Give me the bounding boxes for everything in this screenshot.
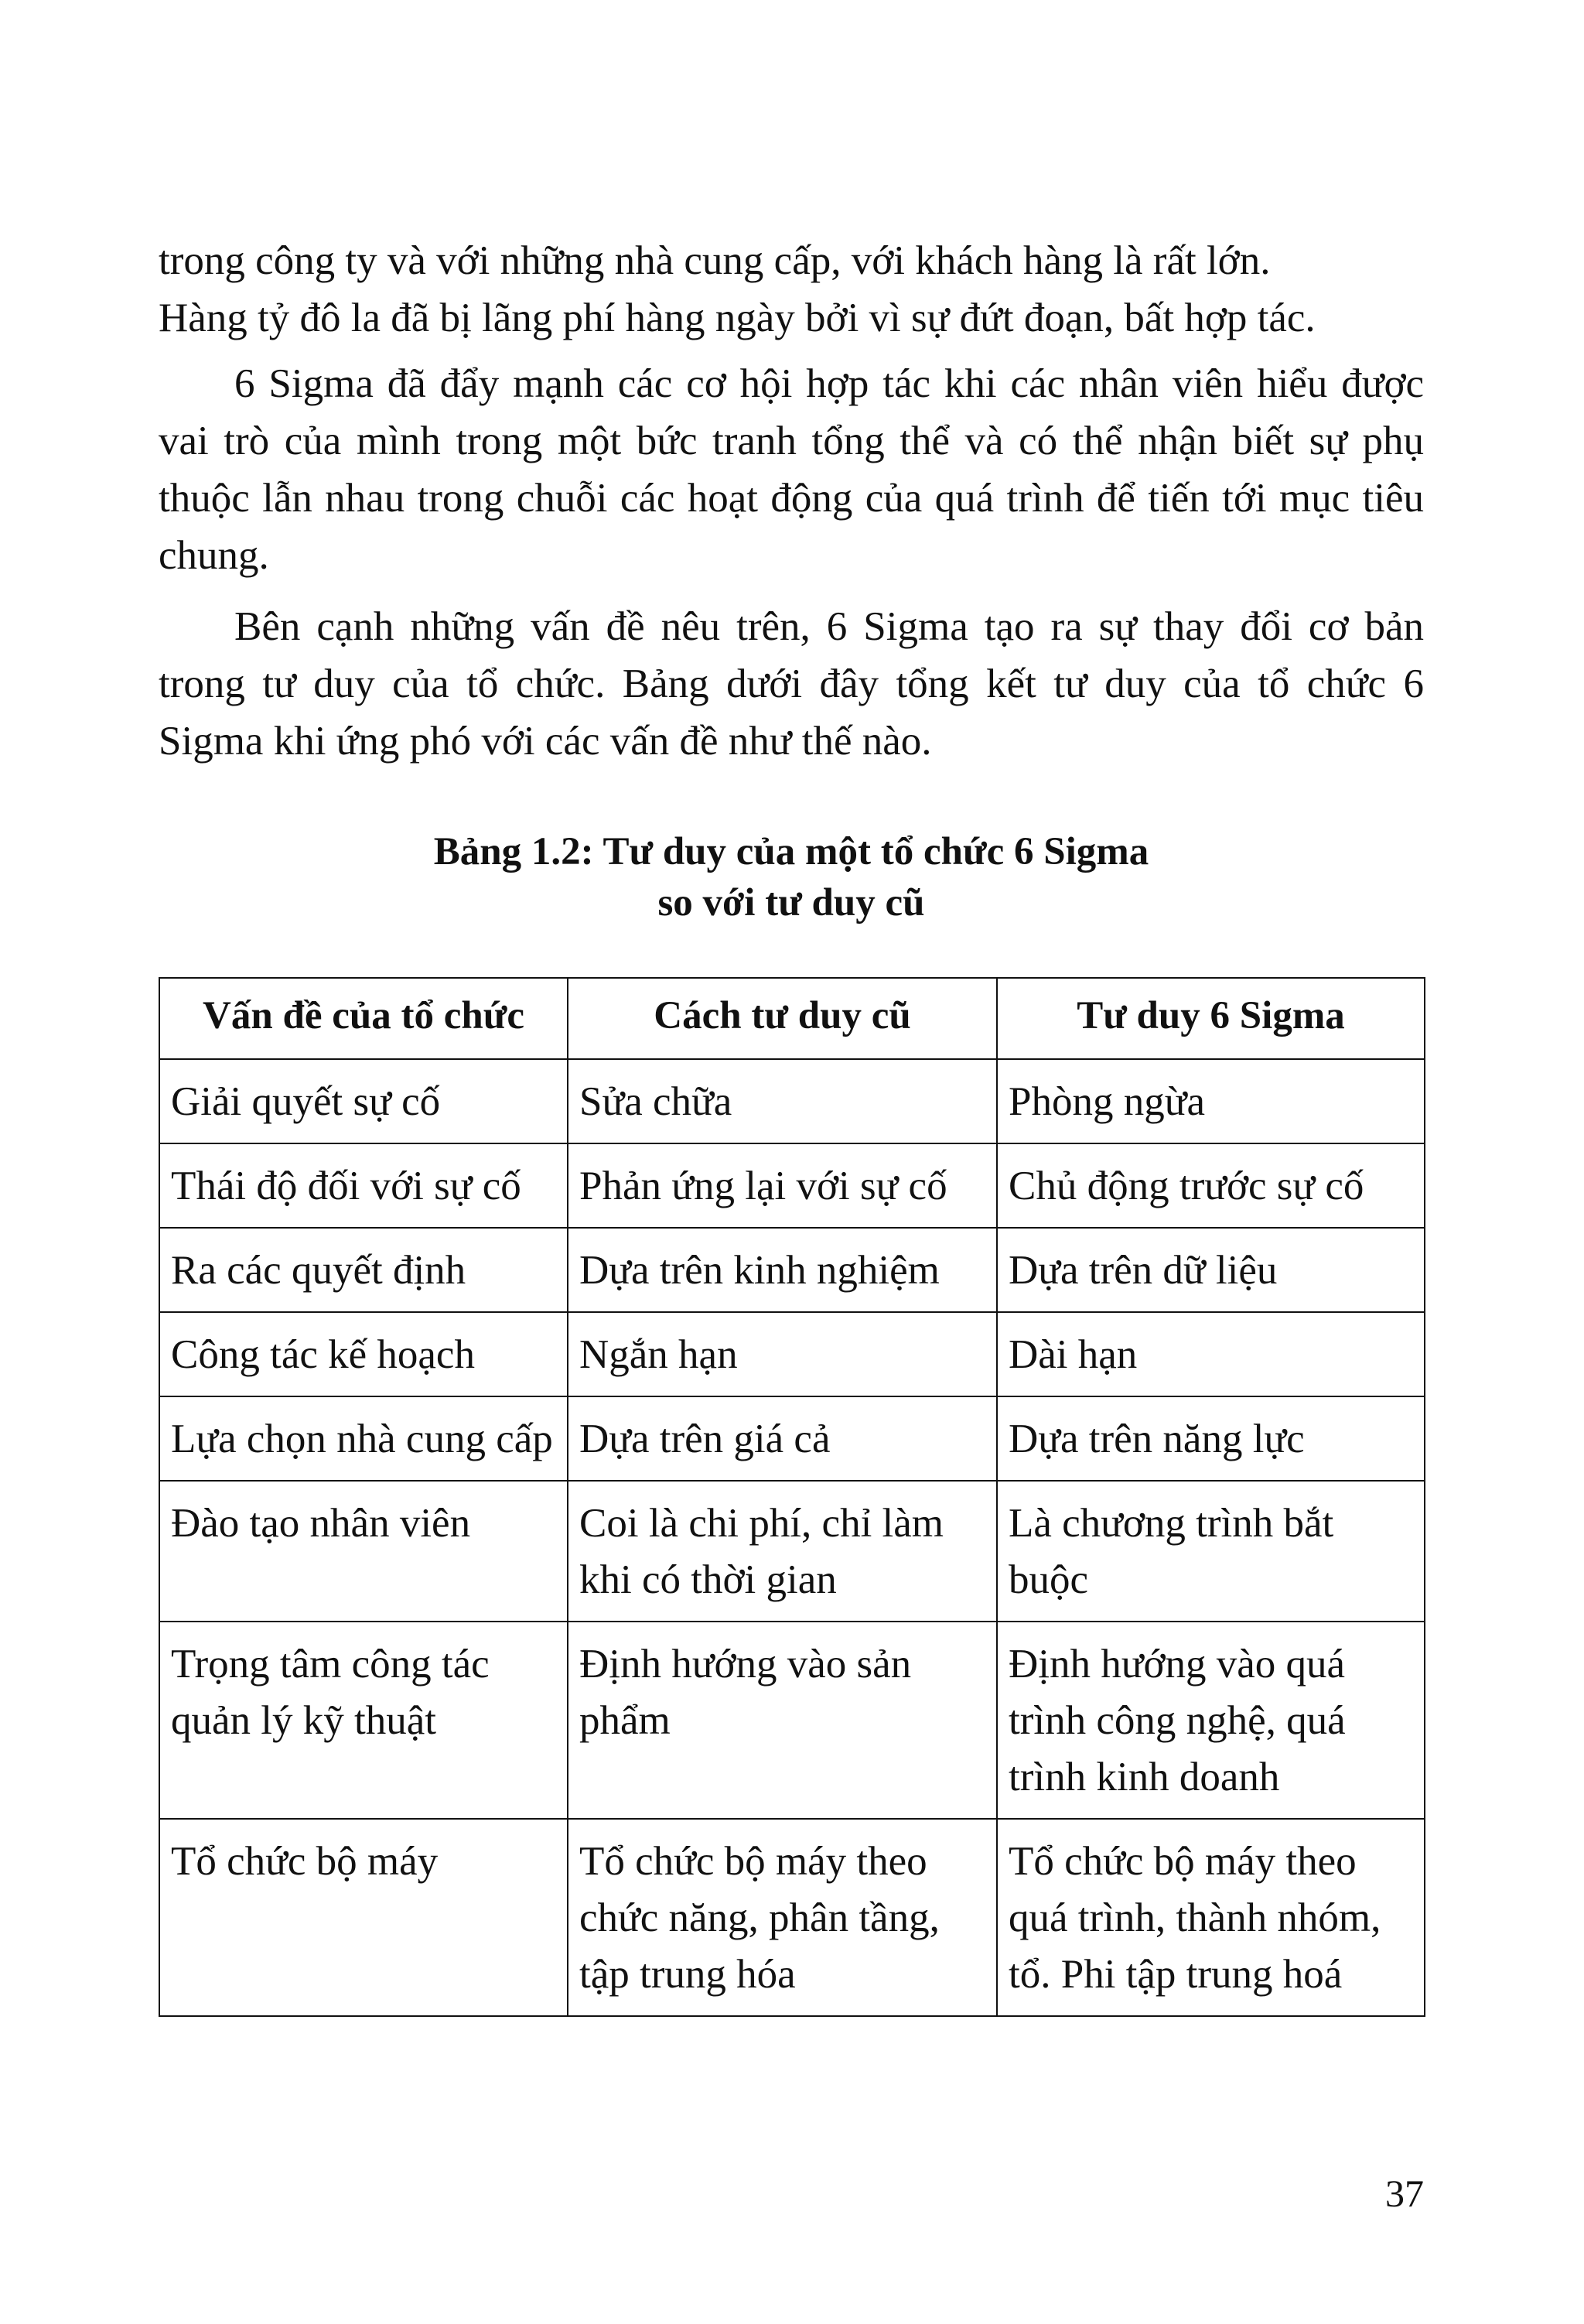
table-cell: Dựa trên giá cả xyxy=(568,1396,997,1481)
table-cell: Công tác kế hoạch xyxy=(159,1312,568,1396)
table-row xyxy=(159,1819,1425,2016)
table-caption-line: so với tư duy cũ xyxy=(657,881,925,924)
table-cell: Thái độ đối với sự cố xyxy=(159,1143,568,1228)
table-cell: Ra các quyết định xyxy=(159,1228,568,1312)
table-row xyxy=(159,1312,1425,1396)
table-header-row xyxy=(159,978,1425,1059)
table-cell: Tổ chức bộ máy xyxy=(159,1819,568,2016)
page-number: 37 xyxy=(1385,2172,1424,2215)
table-cell: Sửa chữa xyxy=(568,1059,997,1143)
header-cell-old-thinking: Cách tư duy cũ xyxy=(568,978,997,1059)
table-cell: Ngắn hạn xyxy=(568,1312,997,1396)
table-cell: Phòng ngừa xyxy=(997,1059,1425,1143)
paragraph-mindset-change: Bên cạnh những vấn đề nêu trên, 6 Sigma tạo ra sự thay đổi cơ bản trong tư duy của tổ chức. Bảng dưới đây tổng kết tư duy của tổ chức 6 Sigma khi ứng phó với các vấn đề như thế nào. xyxy=(159,604,1424,764)
table-cell: Dựa trên dữ liệu xyxy=(997,1228,1425,1312)
table-cell: Dựa trên kinh nghiệm xyxy=(568,1228,997,1312)
table-row xyxy=(159,1143,1425,1228)
paragraph-line: trong công ty và với những nhà cung cấp, với khách hàng là rất lớn. xyxy=(159,238,1271,283)
table-row xyxy=(159,1622,1425,1819)
table-cell: Định hướng vào sản phẩm xyxy=(568,1622,997,1819)
table-cell: Tổ chức bộ máy theo chức năng, phân tầng, tập trung hóa xyxy=(568,1819,997,2016)
table-row xyxy=(159,1481,1425,1622)
table-row xyxy=(159,1228,1425,1312)
table-cell: Lựa chọn nhà cung cấp xyxy=(159,1396,568,1481)
paragraph-collaboration: 6 Sigma đã đẩy mạnh các cơ hội hợp tác khi các nhân viên hiểu được vai trò của mình trong một bức tranh tổng thể và có thể nhận biết sự phụ thuộc lẫn nhau trong chuỗi các hoạt động của quá trình để tiến tới mục tiêu chung. xyxy=(159,361,1424,578)
table-cell: Là chương trình bắt buộc xyxy=(997,1481,1425,1622)
table-cell: Dựa trên năng lực xyxy=(997,1396,1425,1481)
table-cell: Dài hạn xyxy=(997,1312,1425,1396)
table-caption-line: Bảng 1.2: Tư duy của một tổ chức 6 Sigma xyxy=(433,830,1149,873)
table-cell: Tổ chức bộ máy theo quá trình, thành nhóm, tổ. Phi tập trung hoá xyxy=(997,1819,1425,2016)
header-cell-issue: Vấn đề của tổ chức xyxy=(159,978,568,1059)
table-cell: Trọng tâm công tác quản lý kỹ thuật xyxy=(159,1622,568,1819)
table-cell: Phản ứng lại với sự cố xyxy=(568,1143,997,1228)
table-cell: Giải quyết sự cố xyxy=(159,1059,568,1143)
table-caption xyxy=(159,826,1424,928)
table-cell: Đào tạo nhân viên xyxy=(159,1481,568,1622)
table-cell: Coi là chi phí, chỉ làm khi có thời gian xyxy=(568,1481,997,1622)
table-row xyxy=(159,1059,1425,1143)
table-cell: Định hướng vào quá trình công nghệ, quá trình kinh doanh xyxy=(997,1622,1425,1819)
comparison-table xyxy=(159,977,1425,2017)
paragraph-line: Hàng tỷ đô la đã bị lãng phí hàng ngày bởi vì sự đứt đoạn, bất hợp tác. xyxy=(159,296,1316,340)
table-cell: Chủ động trước sự cố xyxy=(997,1143,1425,1228)
paragraph-continuation xyxy=(159,232,1424,347)
table-row xyxy=(159,1396,1425,1481)
header-cell-six-sigma: Tư duy 6 Sigma xyxy=(997,978,1425,1059)
